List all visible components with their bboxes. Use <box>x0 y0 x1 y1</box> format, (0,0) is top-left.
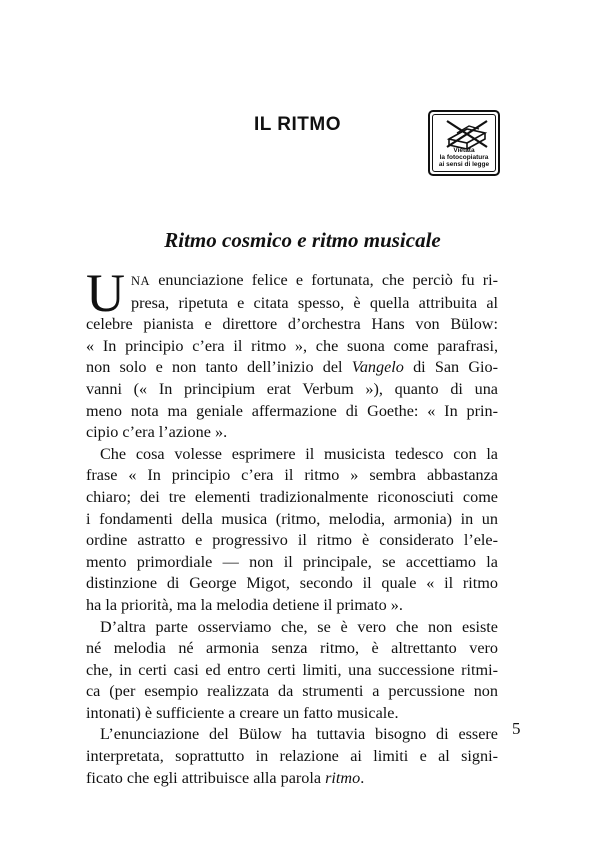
text-line: ca (per esempio realizzata da strumenti a percussione non <box>86 682 498 701</box>
text-fragment: di San Gio- <box>403 358 499 377</box>
text-line: meno nota ma geniale affermazione di Goethe: « In prin- <box>86 401 498 420</box>
text-line: distinzione di George Migot, secondo il quale « il ritmo <box>86 574 498 593</box>
text-fragment: non solo e non tanto dell’inizio del <box>86 358 352 377</box>
text-line: vanni (« In principium erat Verbum »), quanto di una <box>86 379 498 398</box>
text-line: interpretata, soprattutto in relazione ai limiti e al signi- <box>86 747 498 766</box>
text-line: frase « In principio c’era il ritmo » sembra abbastanza <box>86 466 498 485</box>
text-line <box>86 768 498 790</box>
text-line: D’altra parte osserviamo che, se è vero che non esiste <box>100 617 498 636</box>
text-line: ordine astratto e progressivo il ritmo è considerato l’ele- <box>86 531 498 550</box>
text-line: chiaro; dei tre elementi tradizionalmente riconosciuti come <box>86 487 498 506</box>
small-caps-text: NA <box>131 274 151 288</box>
stamp-frame <box>432 114 496 172</box>
text-fragment: . <box>360 768 365 787</box>
text-line: mento primordiale — non il principale, se accettiamo la <box>86 552 498 571</box>
paragraph <box>86 724 498 789</box>
text-line: presa, ripetuta e citata spesso, è quella attribuita al <box>131 293 498 312</box>
section-title: Ritmo cosmico e ritmo musicale <box>164 228 441 252</box>
text-line: ha la priorità, ma la melodia detiene il primato ». <box>86 595 403 614</box>
text-fragment: enunciazione felice e fortunata, che perciò fu ri- <box>150 271 498 289</box>
stamp-line: la fotocopiatura <box>439 154 489 161</box>
text-line: L’enunciazione del Bülow ha tuttavia bisogno di essere <box>100 725 498 744</box>
chapter-title: IL RITMO <box>253 114 342 135</box>
text-line: né melodia né armonia senza ritmo, è altrettanto vero <box>86 639 498 658</box>
page-number: 5 <box>512 719 521 738</box>
text-line: che, in certi casi ed entro certi limiti, una successione ritmi- <box>86 660 498 679</box>
stamp-text <box>433 147 495 168</box>
paragraph <box>86 617 498 725</box>
italic-text: Vangelo <box>351 358 404 377</box>
text-line: celebre pianista e direttore d’orchestra Hans von Bülow: <box>86 315 498 334</box>
body-text <box>86 263 499 789</box>
text-line <box>86 270 498 293</box>
text-line: intonati) è sufficiente a creare un fatto musicale. <box>86 703 399 722</box>
italic-text: ritmo <box>325 768 361 787</box>
stamp-line: Vietata <box>453 147 475 154</box>
crossed-out-photocopier-icon <box>443 117 491 151</box>
paragraph <box>86 263 499 444</box>
text-line <box>86 357 498 379</box>
stamp-line: ai sensi di legge <box>438 161 490 168</box>
photocopy-prohibited-stamp <box>428 110 500 176</box>
text-line: Che cosa volesse esprimere il musicista tedesco con la <box>100 444 498 463</box>
text-line: « In principio c’era il ritmo », che suona come parafrasi, <box>86 336 498 355</box>
text-fragment: ficato che egli attribuisce alla parola <box>86 768 326 787</box>
text-line: cipio c’era l’azione ». <box>86 423 228 442</box>
text-line: i fondamenti della musica (ritmo, melodia, armonia) in un <box>86 509 498 528</box>
paragraph <box>86 444 498 617</box>
drop-cap: U <box>86 263 125 323</box>
